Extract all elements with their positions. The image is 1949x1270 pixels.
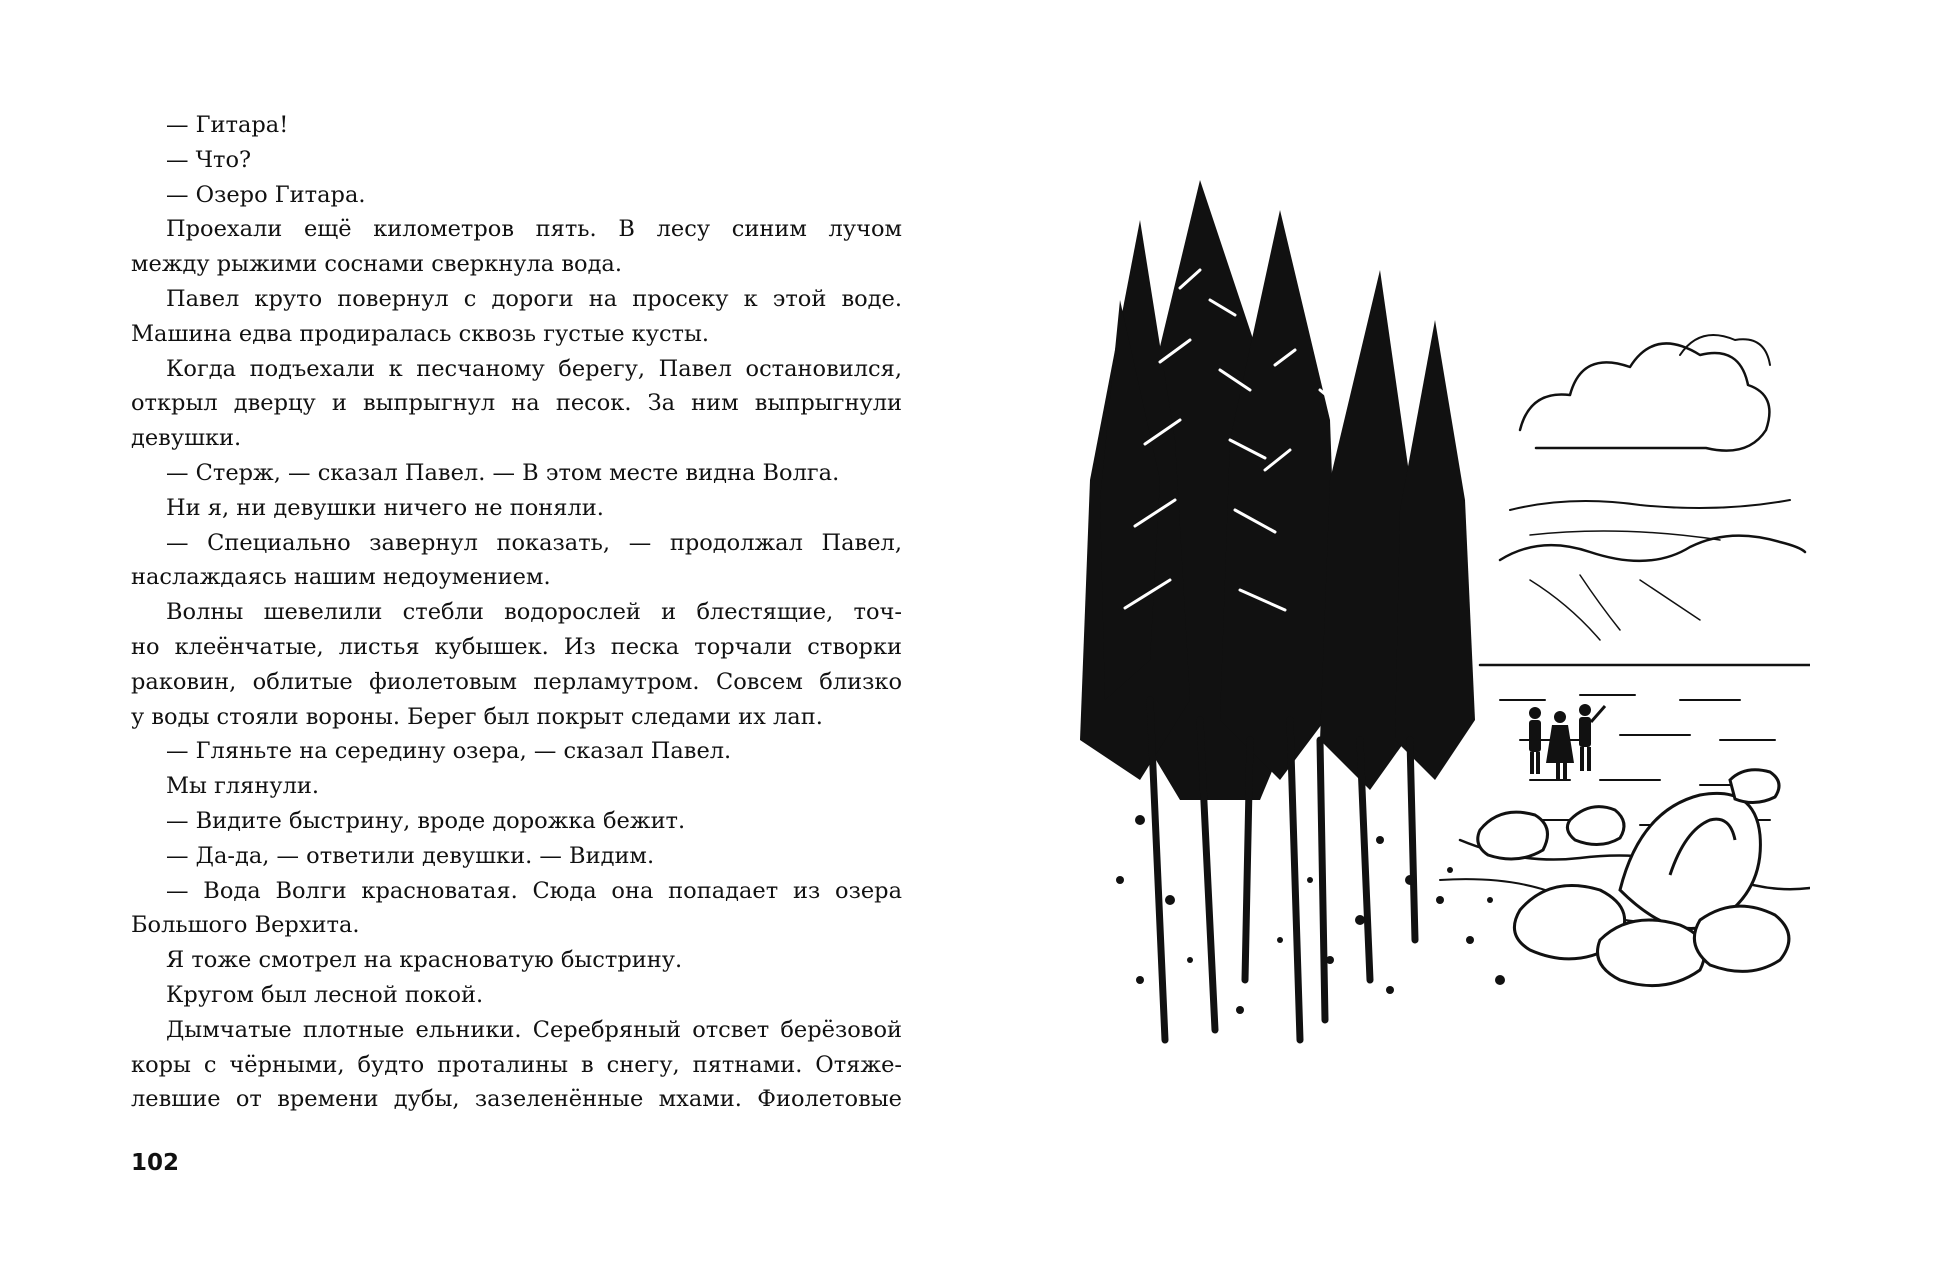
cloud-streak [1530, 531, 1720, 540]
body-text [131, 108, 902, 1117]
text-line: открыл дверцу и выпрыгнул на песок. За ним выпрыгнули [131, 390, 902, 417]
hill-shade [1530, 575, 1700, 640]
text-line: у воды стояли вороны. Берег был покрыт следами их лап. [131, 703, 823, 730]
far-hills [1500, 536, 1805, 561]
pebbles [1116, 815, 1505, 1014]
text-line: раковин, облитые фиолетовым перламутром. Совсем близко [131, 668, 902, 695]
text-line: Я тоже смотрел на красноватую быстрину. [166, 947, 683, 974]
text-line: — Специально завернул показать, — продолжал Павел, [166, 529, 902, 556]
text-line: — Гляньте на середину озера, — сказал Павел. [166, 738, 732, 765]
text-line: — Озеро Гитара. [166, 181, 366, 208]
text-line: — Что? [166, 146, 252, 173]
lake-forest-illustration [1080, 180, 1810, 1100]
text-line: Мы глянули. [166, 773, 320, 800]
text-line: — Гитара! [166, 112, 289, 138]
text-line: Проехали ещё километров пять. В лесу синим лучом [166, 216, 902, 243]
people [1529, 704, 1605, 779]
text-line: Павел круто повернул с дороги на просеку к этой воде. [166, 285, 902, 312]
text-line: девушки. [131, 425, 242, 452]
text-line: — Видите быстрину, вроде дорожка бежит. [166, 807, 686, 834]
text-line: Когда подъехали к песчаному берегу, Павел остановился, [166, 355, 902, 382]
text-line: левшие от времени дубы, зазеленённые мхами. Фиолетовые [131, 1086, 902, 1113]
text-line: Дымчатые плотные ельники. Серебряный отсвет берёзовой [166, 1016, 902, 1043]
text-line: коры с чёрными, будто проталины в снегу, пятнами. Отяже- [131, 1051, 902, 1078]
cloud-streak [1510, 500, 1790, 510]
text-line: между рыжими соснами сверкнула вода. [131, 251, 623, 278]
text-line: наслаждаясь нашим недоумением. [131, 564, 551, 591]
text-line: — Да-да, — ответили девушки. — Видим. [166, 842, 655, 869]
pine-trees [1080, 180, 1475, 800]
text-line: — Стерж, — сказал Павел. — В этом месте видна Волга. [166, 459, 840, 486]
boulders [1478, 770, 1789, 986]
text-line: Кругом был лесной покой. [166, 981, 484, 1008]
cloud [1520, 343, 1769, 450]
text-line: Большого Верхита. [131, 912, 360, 939]
text-line: Машина едва продиралась сквозь густые кусты. [131, 320, 710, 347]
text-line: — Вода Волги красноватая. Сюда она попадает из озера [166, 877, 902, 904]
page-number: 102 [131, 1150, 180, 1176]
text-line: Ни я, ни девушки ничего не поняли. [166, 494, 604, 521]
text-line: Волны шевелили стебли водорослей и блестящие, точ- [166, 599, 902, 626]
text-line: но клеёнчатые, листья кубышек. Из песка торчали створки [131, 633, 902, 660]
